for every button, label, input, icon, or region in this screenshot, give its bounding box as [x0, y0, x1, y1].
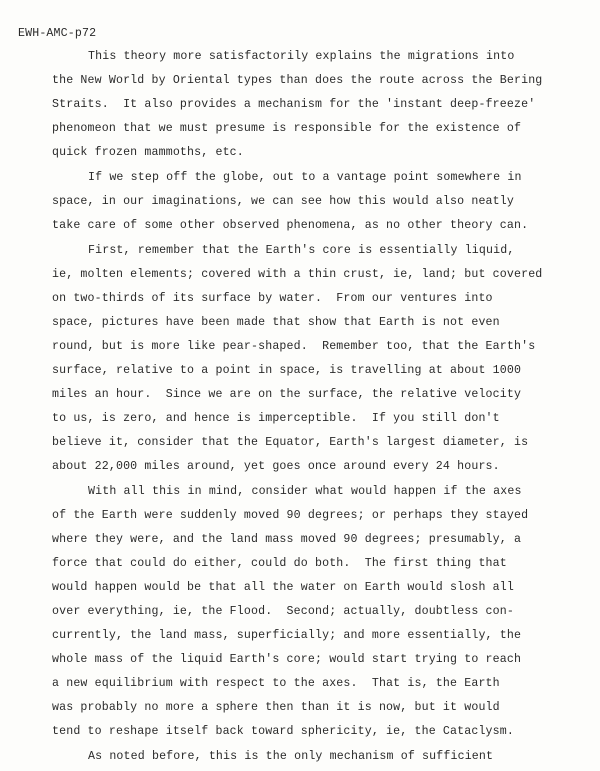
text-line: the New World by Oriental types than does the route across the Bering: [52, 74, 543, 87]
text-line: take care of some other observed phenomena, as no other theory can.: [52, 219, 529, 232]
text-line: space, pictures have been made that show that Earth is not even: [52, 316, 500, 329]
text-line: With all this in mind, consider what would happen if the axes: [88, 485, 522, 498]
text-line: believe it, consider that the Equator, Earth's largest diameter, is: [52, 436, 529, 449]
text-line: of the Earth were suddenly moved 90 degrees; or perhaps they stayed: [52, 509, 529, 522]
text-line: miles an hour. Since we are on the surface, the relative velocity: [52, 388, 522, 401]
text-line: If we step off the globe, out to a vantage point somewhere in: [88, 171, 522, 184]
text-line: As noted before, this is the only mechanism of sufficient: [88, 750, 494, 763]
text-line: to us, is zero, and hence is imperceptible. If you still don't: [52, 412, 500, 425]
text-line: currently, the land mass, superficially; and more essentially, the: [52, 629, 522, 642]
text-line: whole mass of the liquid Earth's core; would start trying to reach: [52, 653, 522, 666]
text-line: phenomeon that we must presume is responsible for the existence of: [52, 122, 522, 135]
text-line: on two-thirds of its surface by water. From our ventures into: [52, 292, 493, 305]
text-line: was probably no more a sphere then than it is now, but it would: [52, 701, 500, 714]
text-line: about 22,000 miles around, yet goes once around every 24 hours.: [52, 460, 500, 473]
text-line: surface, relative to a point in space, is travelling at about 1000: [52, 364, 522, 377]
text-line: quick frozen mammoths, etc.: [52, 146, 244, 159]
text-line: This theory more satisfactorily explains the migrations into: [88, 50, 515, 63]
text-line: a new equilibrium with respect to the axes. That is, the Earth: [52, 677, 500, 690]
page-identifier: EWH-AMC-p72: [18, 27, 97, 40]
text-line: over everything, ie, the Flood. Second; actually, doubtless con-: [52, 605, 514, 618]
text-line: First, remember that the Earth's core is essentially liquid,: [88, 244, 515, 257]
text-line: space, in our imaginations, we can see how this would also neatly: [52, 195, 514, 208]
text-line: ie, molten elements; covered with a thin crust, ie, land; but covered: [52, 268, 543, 281]
text-line: would happen would be that all the water on Earth would slosh all: [52, 581, 514, 594]
text-line: where they were, and the land mass moved 90 degrees; presumably, a: [52, 533, 522, 546]
text-line: force that could do either, could do both. The first thing that: [52, 557, 507, 570]
text-line: Straits. It also provides a mechanism for the 'instant deep-freeze': [52, 98, 536, 111]
text-line: tend to reshape itself back toward sphericity, ie, the Cataclysm.: [52, 725, 514, 738]
text-line: round, but is more like pear-shaped. Remember too, that the Earth's: [52, 340, 536, 353]
